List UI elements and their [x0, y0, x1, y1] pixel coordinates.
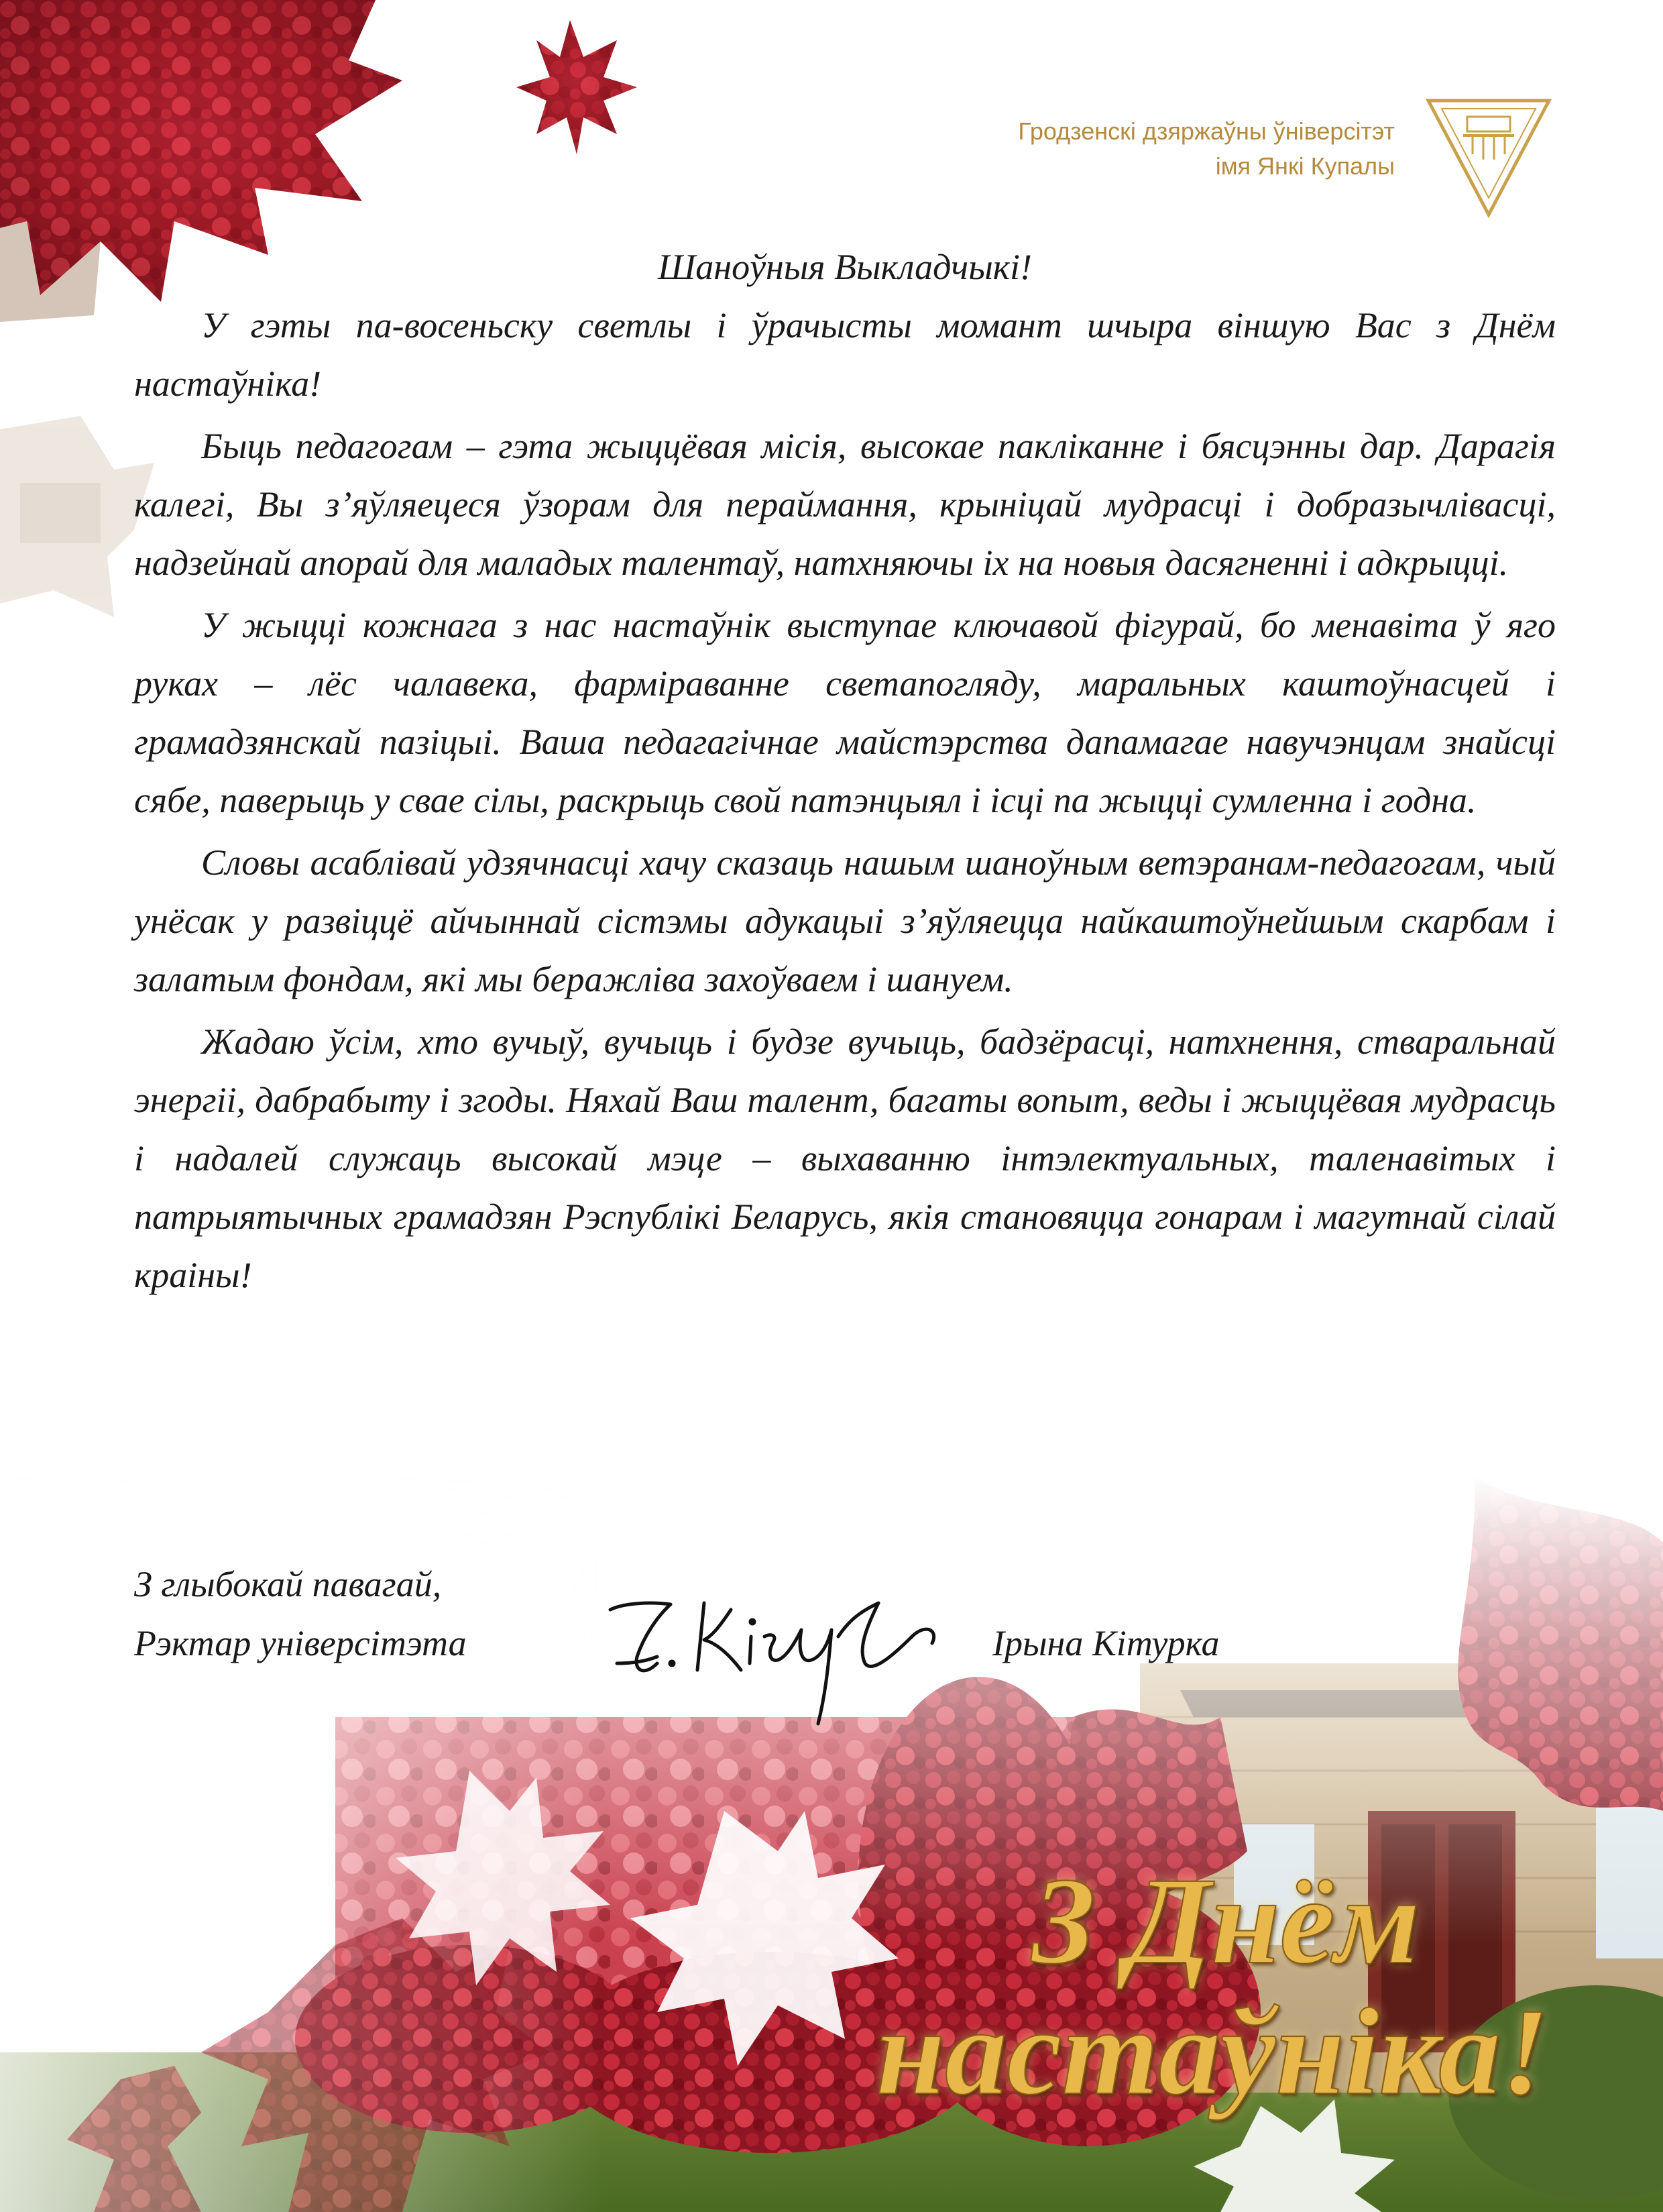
signer-name: Ірына Кітурка — [992, 1623, 1220, 1663]
university-name-line1: Гродзенскі дзяржаўны ўніверсітэт — [1018, 117, 1395, 145]
university-name — [1018, 114, 1395, 184]
closing-position: Рэктар універсітэта — [134, 1623, 467, 1663]
letter-paragraph: Словы асаблівай удзячнасці хачу сказаць нашым шаноўным ветэранам-педагогам, чый унёсак у развіццё айчыннай сістэмы адукацыі з’яўляецца найкаштоўнейшым скарбам і залатым фондам, які мы беражліва захоўваем і шануем. — [134, 842, 1556, 999]
faded-leaf-left — [0, 416, 154, 617]
letter-paragraph: Жадаю ўсім, хто вучыў, вучыць і будзе вучыць, бадзёрасці, натхнення, стваральнай энергіі, дабрабыту і згоды. Няхай Ваш талент, багаты вопыт, веды і жыццёвая мудрасць і надалей служаць высокай мэце – выхаванню інтэлектуальных, таленавітых і патрыятычных грамадзян Рэспублікі Беларусь, якія становяцца гонарам і магутнай сілай краіны! — [134, 1021, 1556, 1295]
greeting-line1: З Днём — [1032, 1852, 1420, 1990]
closing-block — [134, 1555, 467, 1673]
closing-regards: З глыбокай павагай, — [134, 1564, 442, 1604]
letter-body — [134, 238, 1556, 1305]
maple-leaf-small-top — [516, 20, 637, 154]
university-logo — [1422, 94, 1556, 221]
greeting-title — [876, 1852, 1549, 2121]
letter-paragraph: У жыцці кожнага з нас настаўнік выступае ключавой фігурай, бо менавіта ў яго руках – лёс чалавека, фарміраванне светапогляду, маральных каштоўнасцей і грамадзянскай пазіцыі. Ваша педагагічнае майстэрства дапамагае навучэнцам знайсці сябе, паверыць у свае сілы, раскрыць свой патэнцыял і ісці па жыцці сумленна і годна. — [134, 605, 1556, 820]
salutation: Шаноўныя Выкладчыкі! — [657, 247, 1033, 287]
letter-paragraph: У гэты па-восеньску светлы і ўрачысты момант шчыра віншую Вас з Днём настаўніка! — [134, 305, 1556, 404]
greeting-line2: настаўніка! — [876, 1983, 1549, 2121]
letter-paragraph: Быць педагогам – гэта жыццёвая місія, высокае пакліканне і бясцэнны дар. Дарагія калегі, Вы з’яўляецеся ўзорам для пераймання, крыніцай мудрасці і добразычлівасці, надзейнай апорай для маладых талентаў, натхняючы іх на новыя дасягненні і адкрыцці. — [134, 426, 1556, 583]
university-name-line2: імя Янкі Купалы — [1215, 152, 1395, 180]
handwritten-signature — [597, 1563, 945, 1730]
